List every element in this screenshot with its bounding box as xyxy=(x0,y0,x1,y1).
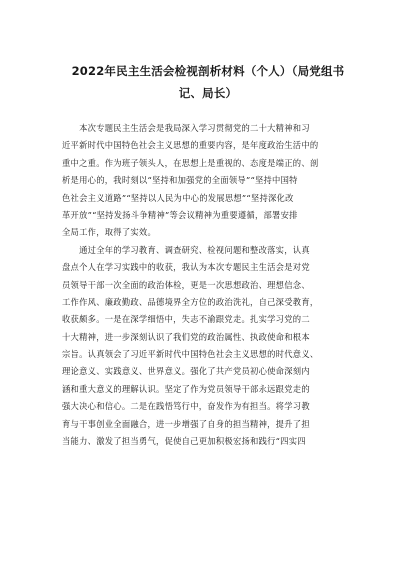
document-title xyxy=(58,60,358,104)
text-line: 析是用心的，我时刻以“坚持和加强党的全面领导”“坚持中国特 xyxy=(62,175,298,186)
text-line: 革开放”“坚持发扬斗争精神”等会议精神为重要遵循，部署安排 xyxy=(62,209,298,220)
title-line: 记、局长） xyxy=(178,86,238,100)
text-line: 十大精神，进一步深刻认识了我们党的政治属性、执政使命和根本 xyxy=(62,331,310,342)
text-line: 通过全年的学习教育、调查研究、检视问题和整改落实，认真 xyxy=(62,244,310,255)
title-line: 2022年民主生活会检视剖析材料（个人）（局党组书 xyxy=(71,64,345,78)
text-line: 盘点个人在学习实践中的收获，我认为本次专题民主生活会是对党 xyxy=(62,262,310,273)
text-line: 本次专题民主生活会是我局深入学习贯彻党的二十大精神和习 xyxy=(62,123,310,133)
text-line: 重中之重。作为班子领头人，在思想上是重视的、态度是端正的、剖 xyxy=(62,157,319,168)
text-line: 育与干事创业全面融合，进一步增强了自身的担当精神，提升了担 xyxy=(62,418,310,429)
text-line: 涵和重大意义的理解认识。坚定了作为党员领导干部永远跟党走的 xyxy=(62,383,310,394)
paragraph xyxy=(62,242,350,451)
text-line: 近平新时代中国特色社会主义思想的重要内容，是年度政治生活中的 xyxy=(62,140,319,151)
text-line: 收获颇多。一是在深学细悟中，失志不渝跟党走。扎实学习党的二 xyxy=(62,314,310,325)
text-line: 员领导干部一次全面的政治体检，更是一次思想政治、理想信念、 xyxy=(62,279,310,290)
text-line: 全局工作，取得了实效。 xyxy=(62,227,157,238)
text-line: 当能力、激发了担当勇气，促使自己更加积极宏扬和践行“四实四 xyxy=(62,436,306,447)
text-line: 宗旨。认真领会了习近平新时代中国特色社会主义思想的时代意义、 xyxy=(62,349,319,360)
text-line: 强大决心和信心。二是在践悟笃行中，奋发作为有担当。将学习教 xyxy=(62,401,310,412)
paragraph xyxy=(62,120,350,242)
document-body xyxy=(62,120,350,450)
text-line: 理论意义、实践意义、世界意义。强化了共产党员初心使命深刻内 xyxy=(62,366,310,377)
text-line: 工作作风、廉政勤政、品德境界全方位的政治洗礼，自己深受教育， xyxy=(62,296,319,307)
text-line: 色社会主义道路”“坚持以人民为中心的发展思想”“坚持深化改 xyxy=(62,192,294,203)
